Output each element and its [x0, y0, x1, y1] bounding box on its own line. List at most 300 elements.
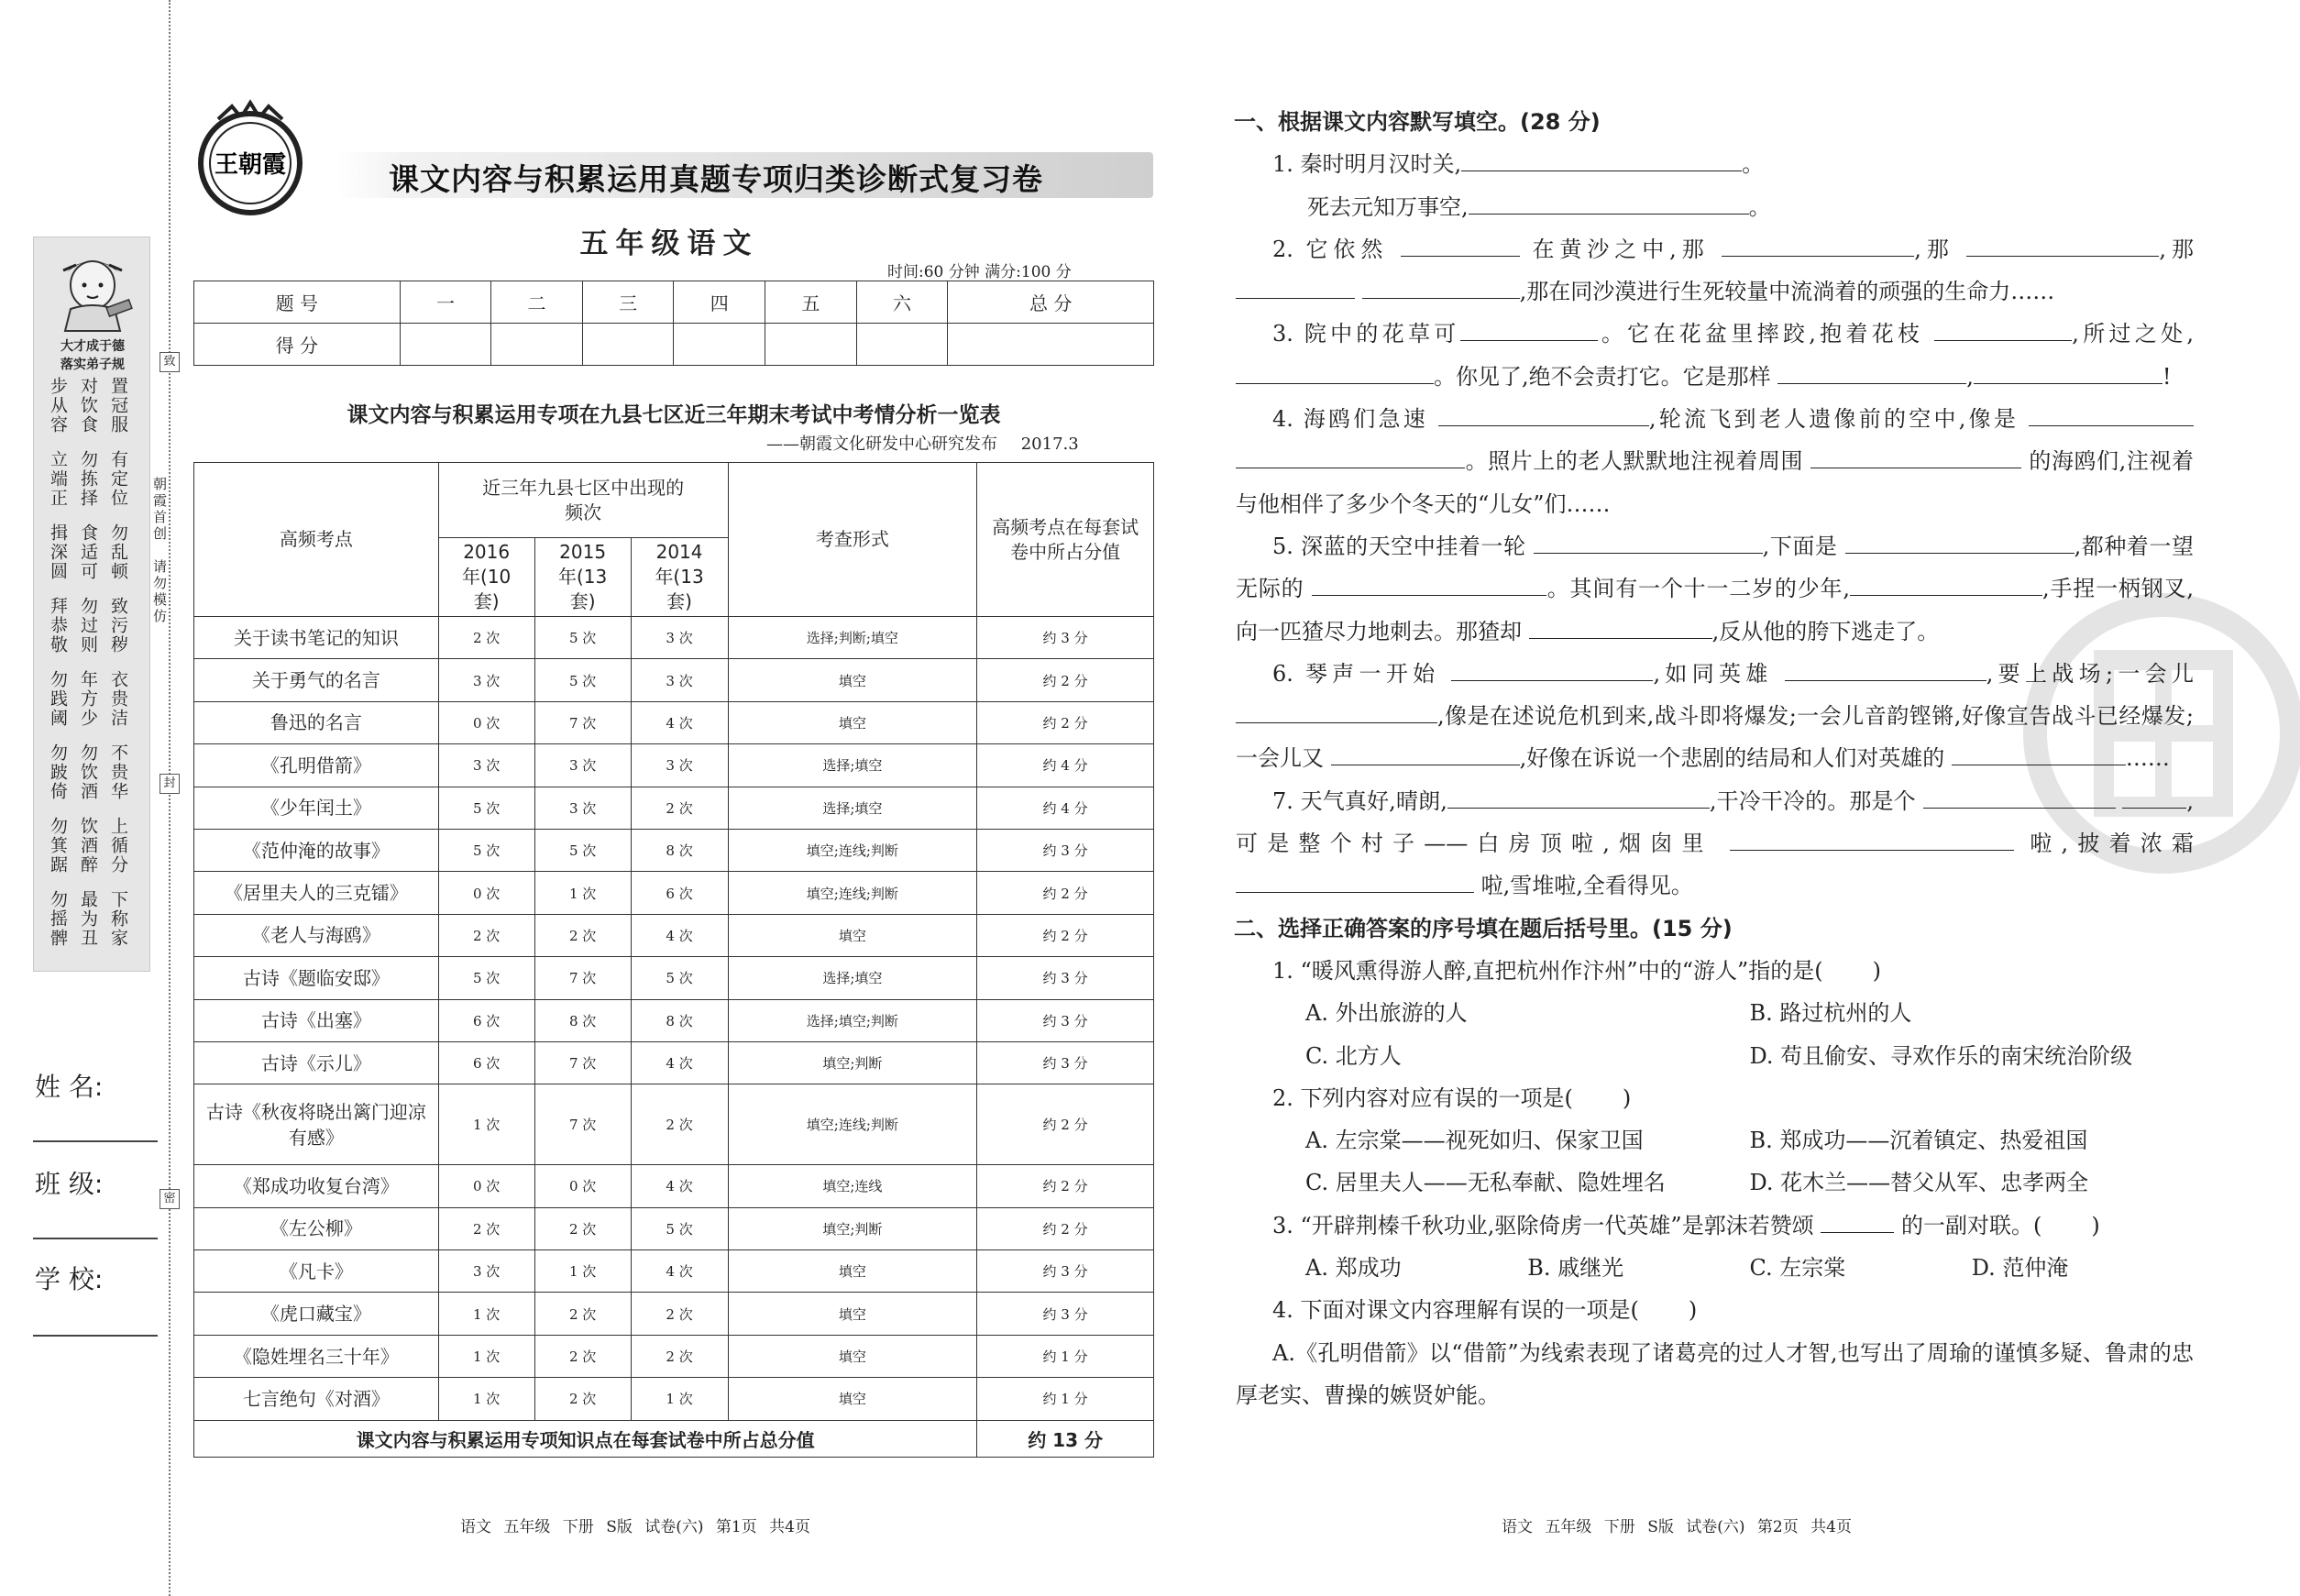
score-cell[interactable] [491, 324, 583, 366]
answer-blank[interactable] [1401, 231, 1520, 257]
answer-blank[interactable] [1785, 655, 1986, 681]
question-text: ,那 [1914, 236, 1954, 262]
question-text: ,好像在诉说一个悲剧的结局和人们对英雄的 [1519, 745, 1945, 772]
cell-score: 约 3 分 [977, 829, 1154, 871]
analysis-row [194, 701, 1154, 743]
cell-topic: 《凡卡》 [194, 1250, 439, 1293]
question-text: 啦,雪堆啦,全看得见。 [1480, 873, 1693, 899]
answer-blank[interactable] [1923, 783, 2116, 809]
question-text: ,所过之处, [2072, 321, 2195, 347]
answer-blank[interactable] [1362, 273, 1520, 299]
question-text: ,那在同沙漠进行生死较量中流淌着的顽强的生命力…… [1519, 279, 2055, 305]
etiquette-panel [33, 237, 150, 972]
choice-question-2 [1236, 1077, 2194, 1119]
questions-page [1236, 101, 2194, 1416]
answer-blank[interactable] [1810, 443, 2021, 468]
question-text: 。它在花盆里摔跤,抱着花枝 [1597, 321, 1924, 347]
option-c[interactable]: C. 北方人 [1305, 1042, 1402, 1069]
cell-form: 填空 [728, 659, 977, 701]
answer-blank[interactable] [1312, 570, 1546, 596]
score-header-cell: 五 [765, 281, 857, 324]
question-text: 5. 深蓝的天空中挂着一轮 [1272, 533, 1526, 559]
rule-text: 致污秽 [108, 597, 128, 655]
question-text: 1. 秦时明月汉时关, [1272, 151, 1462, 178]
cell-y2016: 2 次 [438, 914, 534, 956]
section-1-title: 一、根据课文内容默写填空。(28 分) [1234, 109, 1601, 135]
cell-y2015: 7 次 [534, 1084, 631, 1165]
question-text: 。你见了,绝不会责打它。它是那样 [1434, 363, 1771, 390]
brand-name: 王朝霞 [214, 151, 287, 179]
cell-y2016: 5 次 [438, 957, 534, 999]
analysis-table [193, 462, 1154, 1458]
cell-form: 填空 [728, 1335, 977, 1377]
main-title: 课文内容与积累运用真题专项归类诊断式复习卷 [389, 161, 1043, 197]
score-header-row [194, 281, 1154, 324]
question-text: ,轮流飞到老人遗像前的空中,像是 [1648, 406, 2019, 433]
choice-question-4 [1236, 1289, 2194, 1331]
cell-y2016: 1 次 [438, 1378, 534, 1420]
header-2016: 2016 年(10 套) [438, 538, 534, 617]
total-label: 课文内容与积累运用专项知识点在每套试卷中所占总分值 [194, 1420, 977, 1457]
cell-y2016: 6 次 [438, 1041, 534, 1084]
question-text: 在黄沙之中,那 [1532, 236, 1710, 262]
answer-blank[interactable] [1236, 358, 1434, 384]
answer-blank[interactable] [2029, 401, 2194, 426]
cell-topic: 古诗《示儿》 [194, 1041, 439, 1084]
question-text: 2. 它依然 [1272, 236, 1389, 262]
motto-line-2: 落实弟子规 [61, 358, 125, 372]
cell-score: 约 4 分 [977, 744, 1154, 787]
analysis-row [194, 1250, 1154, 1293]
rule-text: 勿拣择 [78, 450, 98, 508]
rule-text: 衣贵洁 [108, 670, 128, 728]
question-1-line-2 [1236, 186, 2194, 228]
cell-y2015: 2 次 [534, 1335, 631, 1377]
cell-y2014: 2 次 [631, 787, 728, 829]
question-text: 6. 琴声一开始 [1272, 660, 1440, 687]
cell-score: 约 3 分 [977, 1250, 1154, 1293]
analysis-source [766, 431, 1079, 455]
cell-form: 填空 [728, 701, 977, 743]
exam-time-info: 时间:60 分钟 满分:100 分 [887, 263, 1072, 281]
rule-text: 饮酒醉 [78, 817, 98, 875]
copyright-note: 请勿模仿 [151, 559, 168, 625]
question-text: 死去元知万事空, [1307, 193, 1469, 220]
score-header-cell: 题 号 [194, 281, 401, 324]
rule-text: 对饮食 [78, 377, 98, 435]
rule-text: 下称家 [108, 890, 128, 948]
cell-topic: 古诗《出塞》 [194, 999, 439, 1041]
question-text: 4. 海鸥们急速 [1272, 406, 1429, 433]
question-text: 2. 下列内容对应有误的一项是( [1272, 1084, 1573, 1111]
punctuation: , [1966, 363, 1974, 390]
source-text: ——朝霞文化研发中心研究发布 [766, 435, 997, 454]
question-text: ,那 [2159, 236, 2194, 262]
cell-form: 选择;填空 [728, 957, 977, 999]
option-a[interactable]: A. 外出旅游的人 [1305, 1000, 1468, 1027]
cell-y2016: 1 次 [438, 1084, 534, 1165]
total-value: 约 13 分 [977, 1420, 1154, 1457]
analysis-row [194, 659, 1154, 701]
answer-blank[interactable] [1974, 358, 2162, 384]
cell-topic: 《左公柳》 [194, 1207, 439, 1249]
analysis-row [194, 1378, 1154, 1420]
cell-y2014: 2 次 [631, 1084, 728, 1165]
question-5 [1236, 525, 2194, 653]
header-form: 考查形式 [728, 463, 977, 617]
cell-score: 约 2 分 [977, 701, 1154, 743]
analysis-row [194, 957, 1154, 999]
cell-topic: 《居里夫人的三克镭》 [194, 872, 439, 914]
rule-text: 勿乱顿 [108, 523, 128, 581]
cell-form: 选择;填空;判断 [728, 999, 977, 1041]
cell-y2014: 4 次 [631, 1250, 728, 1293]
score-header-cell: 一 [400, 281, 491, 324]
score-header-cell: 二 [491, 281, 583, 324]
score-cell[interactable] [674, 324, 765, 366]
rule-text: 不贵华 [108, 743, 128, 801]
cell-y2014: 2 次 [631, 1335, 728, 1377]
cell-score: 约 2 分 [977, 1084, 1154, 1165]
cell-score: 约 1 分 [977, 1378, 1154, 1420]
question-text: ,反从他的胯下逃走了。 [1711, 618, 1940, 644]
analysis-row [194, 1293, 1154, 1335]
rule-text: 有定位 [108, 450, 128, 508]
cell-y2015: 2 次 [534, 1378, 631, 1420]
question-text: 啦,披着浓霜 [2030, 831, 2194, 857]
answer-blank[interactable] [1952, 740, 2126, 765]
motto-line-1: 大才成于德 [61, 339, 125, 354]
copyright-note: 朝霞首创 [151, 477, 168, 543]
binding-mark: 封 [160, 774, 180, 794]
analysis-total-row [194, 1420, 1154, 1457]
cell-y2015: 5 次 [534, 829, 631, 871]
score-row-label: 得 分 [194, 324, 401, 366]
cell-form: 填空;连线;判断 [728, 872, 977, 914]
header-2015: 2015 年(13 套) [534, 538, 631, 617]
rule-text: 上循分 [108, 817, 128, 875]
rule-text: 置冠服 [108, 377, 128, 435]
answer-blank[interactable] [1236, 698, 1437, 723]
cell-y2014: 3 次 [631, 617, 728, 659]
option-a[interactable]: A. 郑成功 [1305, 1255, 1402, 1282]
binding-mark: 致 [160, 352, 180, 372]
analysis-body [194, 617, 1154, 1421]
question-text: ,下面是 [1762, 533, 1838, 559]
cell-score: 约 3 分 [977, 999, 1154, 1041]
analysis-row [194, 744, 1154, 787]
cell-topic: 古诗《秋夜将晓出篱门迎凉有感》 [194, 1084, 439, 1165]
footer-left: 语文 五年级 下册 S版 试卷(六) 第1页 共4页 [460, 1518, 810, 1536]
question-3 [1236, 313, 2194, 398]
answer-blank[interactable] [1534, 528, 1763, 554]
cell-y2016: 0 次 [438, 1165, 534, 1207]
score-header-cell: 三 [582, 281, 674, 324]
cell-topic: 关于勇气的名言 [194, 659, 439, 701]
cell-y2016: 0 次 [438, 872, 534, 914]
score-value-row [194, 324, 1154, 366]
punctuation: 。 [1742, 151, 1765, 178]
cell-y2015: 2 次 [534, 1293, 631, 1335]
cell-y2016: 3 次 [438, 1250, 534, 1293]
cell-y2014: 4 次 [631, 1041, 728, 1084]
header-topic: 高频考点 [194, 463, 439, 617]
cell-y2015: 8 次 [534, 999, 631, 1041]
rule-text: 最为丑 [78, 890, 98, 948]
cell-y2015: 2 次 [534, 1207, 631, 1249]
question-text: 。其间有一个十一二岁的少年, [1546, 576, 1851, 602]
punctuation: ) [1688, 1297, 1698, 1324]
cell-y2015: 7 次 [534, 957, 631, 999]
answer-blank[interactable] [1730, 825, 2014, 851]
analysis-row [194, 999, 1154, 1041]
option-d[interactable]: D. 苟且偷安、寻欢作乐的南宋统治阶级 [1749, 1042, 2133, 1069]
cell-score: 约 4 分 [977, 787, 1154, 829]
score-cell[interactable] [948, 324, 1154, 366]
question-text: ,可是整个村子——白房顶啦,烟囱里 [1236, 787, 2194, 857]
question-text: 7. 天气真好,晴朗, [1272, 787, 1447, 814]
question-1 [1236, 143, 2194, 185]
cell-y2015: 3 次 [534, 744, 631, 787]
cell-form: 填空;判断 [728, 1207, 977, 1249]
question-text: ,要上战场;一会儿 [1986, 660, 2195, 687]
cell-y2016: 3 次 [438, 744, 534, 787]
rule-text: 勿摇髀 [48, 890, 68, 948]
score-header-cell: 六 [856, 281, 948, 324]
question-text: ,都种着一望无际的 [1236, 533, 2194, 602]
subject-title: 五年级语文 [579, 227, 759, 260]
analysis-row [194, 829, 1154, 871]
cell-topic: 《郑成功收复台湾》 [194, 1165, 439, 1207]
cell-topic: 《老人与海鸥》 [194, 914, 439, 956]
cell-score: 约 2 分 [977, 659, 1154, 701]
option-d[interactable]: D. 范仲淹 [1971, 1255, 2069, 1282]
question-text: 3. 院中的花草可 [1272, 321, 1460, 347]
cell-y2015: 1 次 [534, 1250, 631, 1293]
cell-y2015: 2 次 [534, 914, 631, 956]
question-6 [1236, 653, 2194, 780]
cell-y2014: 3 次 [631, 659, 728, 701]
question-text: ,干冷干冷的。那是个 [1709, 787, 1916, 814]
choice-question-3 [1236, 1205, 2194, 1247]
cell-y2014: 5 次 [631, 1207, 728, 1249]
score-cell[interactable] [400, 324, 491, 366]
answer-blank[interactable] [1850, 570, 2042, 596]
cell-topic: 《孔明借箭》 [194, 744, 439, 787]
rule-text: 立端正 [48, 450, 68, 508]
answer-blank[interactable] [1777, 358, 1966, 384]
cell-form: 选择;填空 [728, 744, 977, 787]
answer-blank[interactable] [1966, 231, 2159, 257]
cell-y2016: 2 次 [438, 1207, 534, 1249]
answer-blank[interactable] [2122, 783, 2186, 809]
answer-blank[interactable] [1461, 146, 1742, 171]
cell-y2014: 4 次 [631, 1165, 728, 1207]
rule-text: 勿过则 [78, 597, 98, 655]
cell-form: 选择;填空 [728, 787, 977, 829]
cell-y2015: 5 次 [534, 617, 631, 659]
cell-form: 填空 [728, 1378, 977, 1420]
cell-y2014: 8 次 [631, 829, 728, 871]
cell-y2016: 5 次 [438, 829, 534, 871]
answer-blank[interactable] [1236, 273, 1355, 299]
section-2-title: 二、选择正确答案的序号填在题后括号里。(15 分) [1234, 915, 1733, 941]
option-b[interactable]: B. 郑成功——沉着镇定、热爱祖国 [1749, 1128, 2088, 1154]
answer-blank[interactable] [1821, 1207, 1894, 1233]
analysis-row [194, 617, 1154, 659]
cell-y2016: 1 次 [438, 1335, 534, 1377]
punctuation: 。 [1748, 193, 1771, 220]
class-label: 班 级: [35, 1169, 104, 1199]
punctuation: ) [1872, 957, 1881, 984]
answer-blank[interactable] [1934, 315, 2072, 341]
cell-score: 约 2 分 [977, 914, 1154, 956]
analysis-header-row [194, 463, 1154, 538]
cell-form: 填空 [728, 1250, 977, 1293]
score-cell[interactable] [856, 324, 948, 366]
score-cell[interactable] [582, 324, 674, 366]
analysis-row [194, 872, 1154, 914]
source-date: 2017.3 [1020, 435, 1079, 454]
name-label: 姓 名: [35, 1072, 104, 1102]
option-d[interactable]: D. 花木兰——替父从军、忠孝两全 [1749, 1170, 2089, 1196]
cell-form: 选择;判断;填空 [728, 617, 977, 659]
question-text: 3. “开辟荆榛千秋功业,驱除倚虏一代英雄”是郭沫若赞颂 [1272, 1212, 1814, 1238]
answer-blank[interactable] [1529, 613, 1712, 639]
cell-y2014: 5 次 [631, 957, 728, 999]
cell-score: 约 1 分 [977, 1335, 1154, 1377]
choice-question-1 [1236, 950, 2194, 992]
rule-text: 年方少 [78, 670, 98, 728]
question-text: ,手捏一柄钢叉,向一匹猹尽力地刺去。那猹却 [1236, 576, 2195, 644]
punctuation: ! [2162, 363, 2172, 390]
rule-text: 揖深圆 [48, 523, 68, 581]
rule-text: 勿箕踞 [48, 817, 68, 875]
analysis-row [194, 1165, 1154, 1207]
question-text: 4. 下面对课文内容理解有误的一项是( [1272, 1297, 1639, 1324]
cell-topic: 《范仲淹的故事》 [194, 829, 439, 871]
score-header-cell: 总 分 [948, 281, 1154, 324]
analysis-row [194, 1335, 1154, 1377]
cell-form: 填空 [728, 914, 977, 956]
option-a[interactable]: A.《孔明借箭》以“借箭”为线索表现了诸葛亮的过人才智,也写出了周瑜的谨慎多疑、鲁肃的忠厚老实、曹操的嫉贤妒能。 [1236, 1339, 2194, 1408]
school-field[interactable] [33, 1335, 158, 1337]
cell-y2016: 6 次 [438, 999, 534, 1041]
answer-blank[interactable] [1236, 867, 1474, 893]
cell-y2014: 2 次 [631, 1293, 728, 1335]
cell-score: 约 3 分 [977, 1041, 1154, 1084]
cell-topic: 七言绝句《对酒》 [194, 1378, 439, 1420]
cell-y2014: 8 次 [631, 999, 728, 1041]
punctuation: ) [2091, 1212, 2100, 1238]
answer-blank[interactable] [1722, 231, 1914, 257]
name-field[interactable] [33, 1140, 158, 1142]
class-field[interactable] [33, 1238, 158, 1239]
cell-y2014: 4 次 [631, 701, 728, 743]
cell-topic: 《隐姓埋名三十年》 [194, 1335, 439, 1377]
analysis-row [194, 1084, 1154, 1165]
question-text: 的一副对联。( [1900, 1212, 2042, 1238]
rule-text: 勿跛倚 [48, 743, 68, 801]
question-text: 1. “暖风熏得游人醉,直把杭州作汴州”中的“游人”指的是( [1272, 957, 1823, 984]
choice-options [1236, 1247, 2194, 1289]
cell-y2015: 0 次 [534, 1165, 631, 1207]
answer-blank[interactable] [1451, 655, 1653, 681]
answer-blank[interactable] [1438, 401, 1649, 426]
cell-score: 约 3 分 [977, 1293, 1154, 1335]
cell-y2016: 2 次 [438, 617, 534, 659]
rule-text: 勿饮酒 [78, 743, 98, 801]
cell-y2015: 3 次 [534, 787, 631, 829]
choice-options [1236, 1119, 2194, 1205]
choice-options [1236, 992, 2194, 1077]
cell-y2016: 1 次 [438, 1293, 534, 1335]
answer-blank[interactable] [1460, 315, 1598, 341]
cell-y2015: 5 次 [534, 659, 631, 701]
cell-topic: 《虎口藏宝》 [194, 1293, 439, 1335]
brand-logo-icon [191, 99, 310, 218]
cell-score: 约 2 分 [977, 1165, 1154, 1207]
option-a[interactable]: A. 左宗棠——视死如归、保家卫国 [1305, 1128, 1644, 1154]
cell-form: 填空;连线;判断 [728, 829, 977, 871]
option-b[interactable]: B. 戚继光 [1527, 1255, 1624, 1282]
cell-topic: 古诗《题临安邸》 [194, 957, 439, 999]
cell-topic: 《少年闰土》 [194, 787, 439, 829]
question-text: ,如同英雄 [1653, 660, 1773, 687]
binding-mark: 密 [160, 1189, 180, 1209]
footer-right: 语文 五年级 下册 S版 试卷(六) 第2页 共4页 [1502, 1518, 1852, 1536]
score-table [193, 281, 1154, 366]
answer-blank[interactable] [1845, 528, 2074, 554]
analysis-title: 课文内容与积累运用专项在九县七区近三年期末考试中考情分析一览表 [347, 403, 1001, 427]
option-b[interactable]: B. 路过杭州的人 [1749, 1000, 1912, 1027]
question-text: 的海鸥们,注视着与他相伴了多少个冬天的“儿女”们…… [1236, 448, 2194, 517]
question-text: 。照片上的老人默默地注视着周围 [1465, 448, 1804, 475]
cell-y2016: 3 次 [438, 659, 534, 701]
question-7 [1236, 780, 2194, 908]
rule-text: 步从容 [48, 377, 68, 435]
cell-y2015: 7 次 [534, 701, 631, 743]
header-score: 高频考点在每套试卷中所占分值 [977, 463, 1154, 617]
option-c[interactable]: C. 居里夫人——无私奉献、隐姓埋名 [1305, 1170, 1666, 1196]
cell-form: 填空 [728, 1293, 977, 1335]
answer-blank[interactable] [1469, 189, 1749, 215]
cell-score: 约 3 分 [977, 957, 1154, 999]
header-frequency: 近三年九县七区中出现的频次 [438, 463, 728, 538]
header-2014: 2014 年(13 套) [631, 538, 728, 617]
cell-form: 填空;连线;判断 [728, 1084, 977, 1165]
question-text: ,像是在述说危机到来,战斗即将爆发;一会儿音韵铿锵,好像宣告战斗已经爆发;一会儿又 [1236, 703, 2194, 772]
analysis-row [194, 787, 1154, 829]
answer-blank[interactable] [1236, 443, 1465, 468]
answer-blank[interactable] [1331, 740, 1520, 765]
score-header-cell: 四 [674, 281, 765, 324]
cell-score: 约 2 分 [977, 1207, 1154, 1249]
analysis-row [194, 1041, 1154, 1084]
cell-score: 约 3 分 [977, 617, 1154, 659]
rule-text: 拜恭敬 [48, 597, 68, 655]
cell-score: 约 2 分 [977, 872, 1154, 914]
answer-blank[interactable] [1447, 783, 1710, 809]
cell-form: 填空;连线 [728, 1165, 977, 1207]
cell-form: 填空;判断 [728, 1041, 977, 1084]
option-c[interactable]: C. 左宗棠 [1749, 1255, 1846, 1282]
question-text: …… [2125, 745, 2170, 772]
question-2 [1236, 228, 2194, 314]
score-cell[interactable] [765, 324, 857, 366]
cell-y2016: 0 次 [438, 701, 534, 743]
cell-y2014: 1 次 [631, 1378, 728, 1420]
